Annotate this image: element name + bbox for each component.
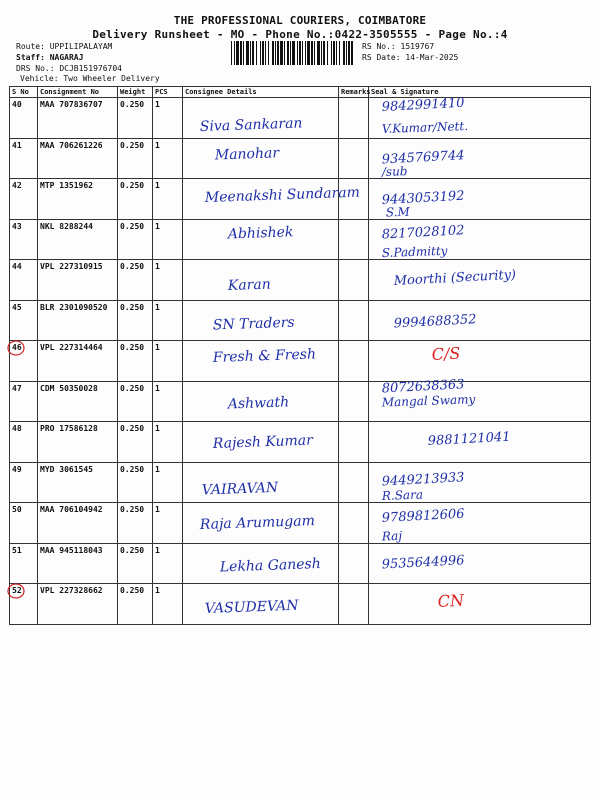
consignee-handwriting: VASUDEVAN bbox=[204, 597, 299, 617]
row-pcs: 1 bbox=[153, 260, 183, 301]
row-remarks-cell bbox=[339, 179, 369, 220]
seal-handwriting: 9449213933 bbox=[381, 470, 465, 490]
staff-label: Staff: NAGARAJ bbox=[16, 53, 84, 62]
barcode-bar bbox=[321, 41, 322, 65]
company-title: THE PROFESSIONAL COURIERS, COIMBATORE bbox=[173, 14, 427, 27]
consignee-handwriting: Siva Sankaran bbox=[199, 115, 303, 135]
barcode-bar bbox=[305, 41, 306, 65]
barcode-bar bbox=[240, 41, 242, 65]
row-consignee-cell bbox=[183, 381, 339, 422]
row-remarks-cell bbox=[339, 543, 369, 584]
row-remarks-cell bbox=[339, 138, 369, 179]
barcode-bar bbox=[336, 41, 337, 65]
row-consignee-cell bbox=[183, 341, 339, 382]
row-seal-cell bbox=[369, 300, 591, 341]
row-remarks-cell bbox=[339, 503, 369, 544]
barcode-bar bbox=[246, 41, 249, 65]
table-row bbox=[10, 98, 591, 139]
row-weight: 0.250 bbox=[118, 422, 153, 463]
row-seal-cell bbox=[369, 95, 591, 139]
row-remarks-cell bbox=[339, 381, 369, 422]
row-pcs: 1 bbox=[153, 381, 183, 422]
row-sno: 43 bbox=[10, 219, 38, 260]
barcode-bar bbox=[292, 41, 295, 65]
row-seal-cell bbox=[369, 422, 591, 463]
row-seal-cell bbox=[369, 219, 591, 260]
barcode-bar bbox=[339, 41, 340, 65]
route-label: Route: UPPILIPALAYAM bbox=[16, 42, 113, 51]
barcode-bar bbox=[265, 41, 266, 65]
barcode-bar bbox=[327, 41, 328, 65]
table-row bbox=[10, 503, 591, 544]
col-consignee: Consignee Details bbox=[183, 87, 339, 98]
barcode-bar bbox=[314, 41, 315, 65]
row-seal-cell bbox=[369, 543, 591, 584]
barcode bbox=[231, 41, 353, 65]
consignee-handwriting: Karan bbox=[227, 276, 271, 294]
vehicle-label: Vehicle: Two Wheeler Delivery bbox=[20, 74, 160, 83]
barcode-bar bbox=[297, 41, 298, 65]
row-consignment-no: BLR 2301090520 bbox=[38, 300, 118, 341]
row-seal-cell bbox=[369, 503, 591, 544]
barcode-bar bbox=[287, 41, 289, 65]
barcode-bar bbox=[231, 41, 232, 65]
row-consignment-no: VPL 227314464 bbox=[38, 341, 118, 382]
barcode-bar bbox=[299, 41, 301, 65]
row-sno: 45 bbox=[10, 300, 38, 341]
table-row bbox=[10, 138, 591, 179]
row-seal-cell bbox=[369, 462, 591, 503]
row-remarks-cell bbox=[339, 219, 369, 260]
barcode-bar bbox=[272, 41, 274, 65]
row-weight: 0.250 bbox=[118, 381, 153, 422]
table-row bbox=[10, 584, 591, 625]
row-sno: 49 bbox=[10, 462, 38, 503]
row-seal-cell bbox=[369, 381, 591, 422]
table-row bbox=[10, 219, 591, 260]
seal-handwriting: 9842991410 bbox=[381, 95, 465, 115]
col-seal: Seal & Signature bbox=[369, 87, 591, 98]
barcode-bar bbox=[262, 41, 264, 65]
row-remarks-cell bbox=[339, 98, 369, 139]
row-weight: 0.250 bbox=[118, 462, 153, 503]
consignee-handwriting: Meenakshi Sundaram bbox=[204, 184, 361, 206]
row-consignee-cell bbox=[183, 503, 339, 544]
seal-handwriting: 9789812606 bbox=[381, 506, 465, 526]
row-pcs: 1 bbox=[153, 219, 183, 260]
row-consignment-no: VPL 227310915 bbox=[38, 260, 118, 301]
seal-handwriting: 9345769744 bbox=[381, 148, 465, 168]
row-pcs: 1 bbox=[153, 543, 183, 584]
row-consignee-cell bbox=[183, 543, 339, 584]
barcode-bar bbox=[307, 41, 310, 65]
row-consignment-no: MAA 706104942 bbox=[38, 503, 118, 544]
drs-label: DRS No.: DCJB151976704 bbox=[16, 64, 122, 73]
consignee-handwriting: VAIRAVAN bbox=[201, 479, 279, 499]
row-weight: 0.250 bbox=[118, 179, 153, 220]
row-consignee-cell bbox=[183, 98, 339, 139]
seal-handwriting: 9443053192 bbox=[381, 188, 465, 208]
row-pcs: 1 bbox=[153, 179, 183, 220]
row-weight: 0.250 bbox=[118, 138, 153, 179]
signature-handwriting: Raj bbox=[381, 528, 403, 544]
row-sno: 46 bbox=[10, 341, 38, 382]
row-pcs: 1 bbox=[153, 503, 183, 544]
consignee-handwriting: Fresh & Fresh bbox=[212, 346, 317, 366]
consignee-handwriting: Abhishek bbox=[227, 224, 294, 243]
row-pcs: 1 bbox=[153, 98, 183, 139]
row-weight: 0.250 bbox=[118, 300, 153, 341]
barcode-bar bbox=[277, 41, 279, 65]
col-consignment: Consignment No bbox=[38, 87, 118, 98]
signature-handwriting: /sub bbox=[381, 164, 408, 179]
runsheet-table bbox=[9, 86, 591, 625]
barcode-bar bbox=[268, 41, 269, 65]
consignee-handwriting: SN Traders bbox=[212, 314, 295, 334]
row-weight: 0.250 bbox=[118, 219, 153, 260]
row-seal-cell bbox=[369, 179, 591, 220]
barcode-bar bbox=[236, 41, 239, 65]
row-pcs: 1 bbox=[153, 422, 183, 463]
row-pcs: 1 bbox=[153, 341, 183, 382]
barcode-bar bbox=[346, 41, 347, 65]
row-weight: 0.250 bbox=[118, 98, 153, 139]
row-remarks-cell bbox=[339, 300, 369, 341]
row-pcs: 1 bbox=[153, 300, 183, 341]
barcode-bar bbox=[290, 41, 291, 65]
signature-handwriting: V.Kumar/Nett. bbox=[381, 118, 469, 136]
col-pcs: PCS bbox=[153, 87, 183, 98]
row-consignment-no: CDM 50350028 bbox=[38, 381, 118, 422]
row-consignment-no: NKL 8288244 bbox=[38, 219, 118, 260]
table-row bbox=[10, 260, 591, 301]
barcode-bar bbox=[343, 41, 345, 65]
row-sno: 50 bbox=[10, 503, 38, 544]
signature-handwriting: S.M bbox=[385, 204, 410, 220]
signature-handwriting: Mangal Swamy bbox=[381, 392, 476, 410]
row-seal-cell bbox=[369, 341, 591, 382]
row-sno: 52 bbox=[10, 584, 38, 625]
seal-handwriting: CN bbox=[437, 590, 465, 611]
barcode-bar bbox=[275, 41, 276, 65]
barcode-bar bbox=[351, 41, 353, 65]
col-weight: Weight bbox=[118, 87, 153, 98]
row-consignment-no: MYD 3061545 bbox=[38, 462, 118, 503]
row-sno: 47 bbox=[10, 381, 38, 422]
row-sno: 48 bbox=[10, 422, 38, 463]
table-header bbox=[10, 87, 591, 98]
barcode-bar bbox=[331, 41, 332, 65]
seal-handwriting: 9881121041 bbox=[427, 429, 511, 449]
row-consignee-cell bbox=[183, 584, 339, 625]
row-sno: 41 bbox=[10, 138, 38, 179]
row-consignee-cell bbox=[183, 300, 339, 341]
row-consignee-cell bbox=[183, 260, 339, 301]
row-weight: 0.250 bbox=[118, 584, 153, 625]
consignee-handwriting: Rajesh Kumar bbox=[212, 432, 314, 452]
barcode-bar bbox=[317, 41, 320, 65]
row-remarks-cell bbox=[339, 584, 369, 625]
table-row bbox=[10, 179, 591, 220]
row-remarks-cell bbox=[339, 341, 369, 382]
row-remarks-cell bbox=[339, 260, 369, 301]
runsheet-title: Delivery Runsheet - MO - Phone No.:0422-3505555 - Page No.:4 bbox=[92, 28, 508, 41]
seal-handwriting: C/S bbox=[431, 343, 461, 364]
row-consignee-cell bbox=[183, 219, 339, 260]
row-consignment-no: PRO 17586128 bbox=[38, 422, 118, 463]
row-pcs: 1 bbox=[153, 138, 183, 179]
table-row bbox=[10, 381, 591, 422]
row-consignment-no: MAA 945118043 bbox=[38, 543, 118, 584]
consignee-handwriting: Ashwath bbox=[227, 394, 290, 413]
row-pcs: 1 bbox=[153, 584, 183, 625]
row-consignee-cell bbox=[183, 179, 339, 220]
seal-handwriting: Moorthi (Security) bbox=[393, 267, 517, 289]
row-seal-cell bbox=[369, 260, 591, 301]
table-row bbox=[10, 543, 591, 584]
row-consignee-cell bbox=[183, 138, 339, 179]
row-consignment-no: VPL 227328662 bbox=[38, 584, 118, 625]
rs-date-label: RS Date: 14-Mar-2025 bbox=[362, 53, 459, 62]
row-consignee-cell bbox=[183, 462, 339, 503]
seal-handwriting: 9535644996 bbox=[381, 553, 465, 573]
barcode-bar bbox=[284, 41, 285, 65]
row-consignment-no: MAA 707836707 bbox=[38, 98, 118, 139]
rs-no-label: RS No.: 1519767 bbox=[362, 42, 435, 51]
row-sno: 51 bbox=[10, 543, 38, 584]
row-sno: 40 bbox=[10, 98, 38, 139]
row-remarks-cell bbox=[339, 462, 369, 503]
row-seal-cell bbox=[369, 138, 591, 179]
barcode-bar bbox=[311, 41, 313, 65]
row-weight: 0.250 bbox=[118, 260, 153, 301]
barcode-bar bbox=[302, 41, 303, 65]
row-pcs: 1 bbox=[153, 462, 183, 503]
signature-handwriting: R.Sara bbox=[381, 487, 424, 503]
row-consignee-cell bbox=[183, 422, 339, 463]
barcode-bar bbox=[234, 41, 235, 65]
row-weight: 0.250 bbox=[118, 341, 153, 382]
barcode-bar bbox=[243, 41, 244, 65]
consignee-handwriting: Lekha Ganesh bbox=[219, 555, 321, 576]
seal-handwriting: 8217028102 bbox=[381, 223, 465, 243]
table-row bbox=[10, 300, 591, 341]
consignee-handwriting: Raja Arumugam bbox=[199, 512, 316, 533]
barcode-bar bbox=[323, 41, 325, 65]
col-sno: S No bbox=[10, 87, 38, 98]
row-weight: 0.250 bbox=[118, 543, 153, 584]
row-sno: 42 bbox=[10, 179, 38, 220]
barcode-bar bbox=[260, 41, 261, 65]
row-weight: 0.250 bbox=[118, 503, 153, 544]
table-row bbox=[10, 341, 591, 382]
row-remarks-cell bbox=[339, 422, 369, 463]
seal-handwriting: 9994688352 bbox=[393, 312, 477, 332]
row-consignment-no: MAA 706261226 bbox=[38, 138, 118, 179]
barcode-bar bbox=[333, 41, 335, 65]
row-seal-cell bbox=[369, 584, 591, 625]
table-row bbox=[10, 462, 591, 503]
barcode-bar bbox=[280, 41, 283, 65]
signature-handwriting: S.Padmitty bbox=[381, 243, 448, 260]
barcode-bar bbox=[348, 41, 350, 65]
barcode-bar bbox=[252, 41, 254, 65]
row-consignment-no: MTP 1351962 bbox=[38, 179, 118, 220]
table-row bbox=[10, 422, 591, 463]
barcode-bar bbox=[256, 41, 257, 65]
col-remarks: Remarks bbox=[339, 87, 369, 98]
consignee-handwriting: Manohar bbox=[214, 145, 280, 164]
barcode-bar bbox=[250, 41, 251, 65]
row-sno: 44 bbox=[10, 260, 38, 301]
seal-handwriting: 8072638363 bbox=[381, 377, 465, 397]
